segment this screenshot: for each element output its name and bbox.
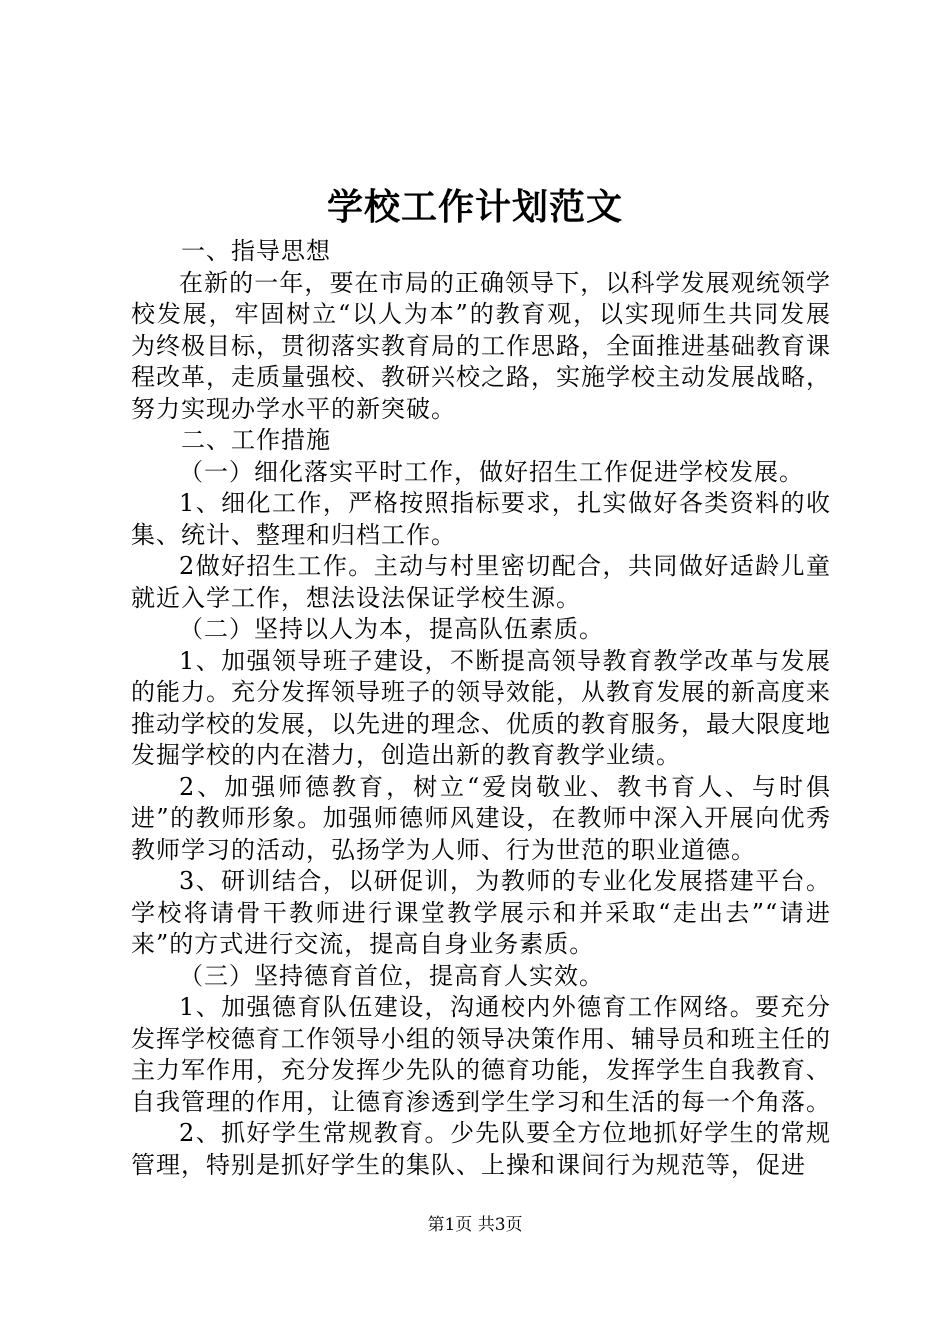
body-paragraph: 1、细化工作，严格按照指标要求，扎实做好各类资料的收集、统计、整理和归档工作。 — [131, 489, 831, 549]
subsection-heading: （三）坚持德育首位，提高育人实效。 — [179, 961, 604, 990]
body-paragraph: 2、加强师德教育，树立“爱岗敬业、教书育人、与时俱进”的教师形象。加强师德师风建设，在教师中深入开展向优秀教师学习的活动，弘扬学为人师、行为世范的职业道德。 — [131, 772, 831, 864]
page-number: 第1页 共3页 — [427, 1215, 523, 1235]
section-heading: 二、工作措施 — [181, 426, 331, 454]
body-paragraph: 在新的一年，要在市局的正确领导下，以科学发展观统领学校发展，牢固树立“以人为本”的教育观，以实现师生共同发展为终极目标，贯彻落实教育局的工作思路，全面推进基础教育课程改革，走质量强校、教研兴校之路，实施学校主动发展战略，努力实现办学水平的新突破。 — [131, 268, 831, 423]
subsection-heading: （二）坚持以人为本，提高队伍素质。 — [179, 615, 604, 643]
subsection-heading: （一）细化落实平时工作，做好招生工作促进学校发展。 — [179, 457, 804, 486]
body-paragraph: 1、加强领导班子建设，不断提高领导教育教学改革与发展的能力。充分发挥领导班子的领导效能，从教育发展的新高度来推动学校的发展，以先进的理念、优质的教育服务，最大限度地发掘学校的内在潜力，创造出新的教育教学业绩。 — [131, 646, 831, 769]
body-paragraph: 2、抓好学生常规教育。少先队要全方位地抓好学生的常规管理，特别是抓好学生的集队、上操和课间行为规范等，促进 — [131, 1119, 831, 1179]
section-heading: 一、指导思想 — [181, 237, 331, 265]
body-paragraph: 1、加强德育队伍建设，沟通校内外德育工作网络。要充分发挥学校德育工作领导小组的领导决策作用、辅导员和班主任的主力军作用，充分发挥少先队的德育功能，发挥学生自我教育、自我管理的作用，让德育渗透到学生学习和生活的每一个角落。 — [131, 993, 831, 1116]
body-paragraph: 2做好招生工作。主动与村里密切配合，共同做好适龄儿童就近入学工作，想法设法保证学校生源。 — [131, 552, 831, 612]
body-paragraph: 3、研训结合，以研促训，为教师的专业化发展搭建平台。学校将请骨干教师进行课堂教学展示和并采取“走出去”“请进来”的方式进行交流，提高自身业务素质。 — [131, 867, 831, 958]
document-body — [131, 236, 831, 1181]
document-title: 学校工作计划范文 — [326, 186, 623, 228]
